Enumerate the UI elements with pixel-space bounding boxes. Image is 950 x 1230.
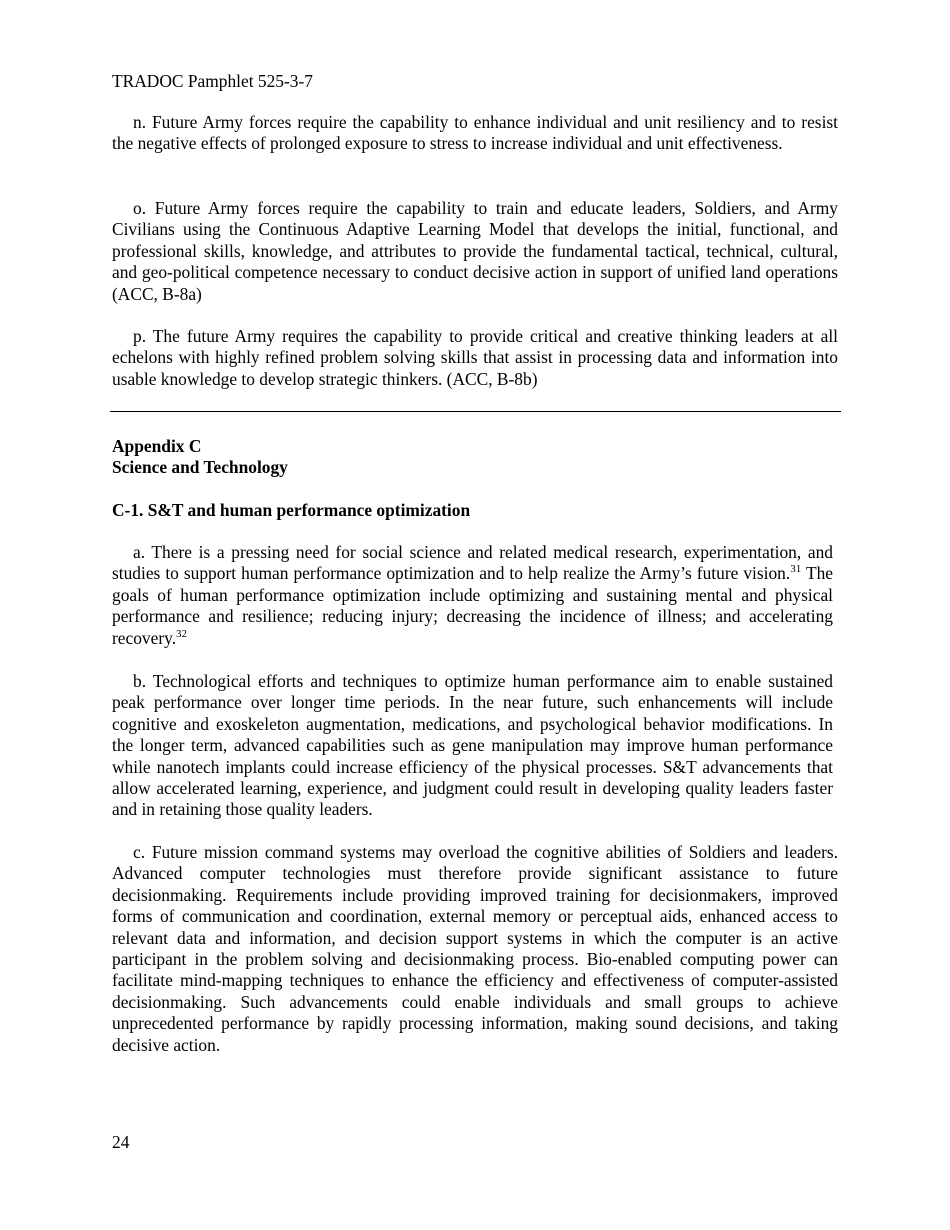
paragraph-o: o. Future Army forces require the capability to train and educate leaders, Soldiers, and Army Civilians using the Continuous Adaptive Learning Model that develops the initial, functional, and professional skills, knowledge, and attributes to provide the fundamental tactical, technical, cultural, and geo-political competence necessary to conduct decisive action in support of unified land operations (ACC, B-8a) <box>112 198 838 304</box>
paragraph-a-text-2: The goals of human performance optimization include optimizing and sustaining mental and physical performance and resilience; reducing injury; decreasing the incidence of illness; and accelerating recovery. <box>112 563 833 648</box>
section-heading: C-1. S&T and human performance optimization <box>112 500 471 520</box>
appendix-title: Science and Technology <box>112 457 288 477</box>
paragraph-p: p. The future Army requires the capability to provide critical and creative thinking leaders at all echelons with highly refined problem solving skills that assist in processing data and information into usable knowledge to develop strategic thinkers. (ACC, B-8b) <box>112 326 838 389</box>
page-number: 24 <box>112 1132 130 1152</box>
paragraph-a-text-1: a. There is a pressing need for social science and related medical research, experimentation, and studies to support human performance optimization and to help realize the Army’s future vision. <box>112 542 833 584</box>
running-header: TRADOC Pamphlet 525-3-7 <box>112 71 313 91</box>
paragraph-n: n. Future Army forces require the capability to enhance individual and unit resiliency and to resist the negative effects of prolonged exposure to stress to increase individual and unit effectiveness. <box>112 112 838 154</box>
appendix-label: Appendix C <box>112 436 202 456</box>
footnote-ref-32: 32 <box>176 627 188 640</box>
paragraph-a <box>112 542 833 649</box>
horizontal-divider <box>110 411 841 412</box>
paragraph-b: b. Technological efforts and techniques to optimize human performance aim to enable sustained peak performance over longer time periods. In the near future, such enhancements will include cognitive and exoskeleton augmentation, medications, and psychological behavior modifications. In the longer term, advanced capabilities such as gene manipulation may improve human performance while nanotech implants could increase efficiency of the physical processes. S&T advancements that allow accelerated learning, experience, and judgment could result in developing quality leaders faster and in retaining those quality leaders. <box>112 671 833 820</box>
paragraph-c: c. Future mission command systems may overload the cognitive abilities of Soldiers and leaders. Advanced computer technologies must therefore provide significant assistance to future decisionmaking. Requirements include providing improved training for decisionmakers, improved forms of communication and coordination, external memory or perceptual aids, enhanced access to relevant data and information, and decision support systems in which the computer is an active participant in the problem solving and decisionmaking process. Bio-enabled computing power can facilitate mind-mapping techniques to enhance the efficiency and effectiveness of computer-assisted decisionmaking. Such advancements could enable individuals and small groups to achieve unprecedented performance by rapidly processing information, making sound decisions, and taking decisive action. <box>112 842 838 1055</box>
footnote-ref-31: 31 <box>790 563 802 576</box>
